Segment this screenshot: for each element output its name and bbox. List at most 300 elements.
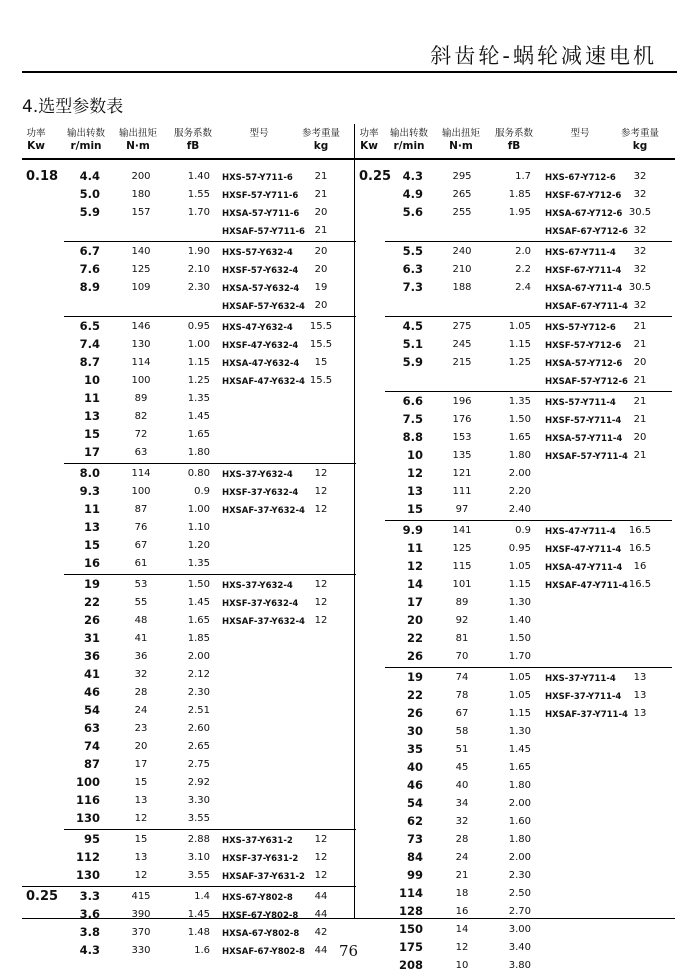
table-group [22,463,358,574]
model-cell: HXSA-57-Y711-4 [545,434,623,444]
service-factor-cell: 1.15 [508,579,531,590]
speed-cell: 8.9 [79,280,100,294]
header-service-factor [168,128,218,152]
torque-cell: 41 [134,633,148,644]
service-factor-cell: 2.00 [508,852,531,863]
table-row [22,594,358,612]
service-factor-cell: 1.48 [187,927,210,938]
table-row [355,594,675,612]
model-cell: HXSF-57-Y711-4 [545,416,622,426]
table-row [22,372,358,390]
service-factor-cell: 2.50 [508,888,531,899]
torque-cell: 15 [134,777,148,788]
service-factor-cell: 0.9 [515,525,531,536]
table-row [355,813,675,831]
service-factor-cell: 1.45 [508,744,531,755]
speed-cell: 84 [406,850,423,864]
speed-cell: 87 [83,757,100,771]
torque-cell: 55 [134,597,148,608]
torque-cell: 180 [131,189,151,200]
table-group [22,316,358,463]
weight-cell: 30.5 [628,207,652,218]
speed-cell: 7.5 [402,412,423,426]
speed-cell: 3.6 [79,907,100,921]
model-cell: HXSAF-67-Y711-4 [545,302,628,312]
service-factor-cell: 2.88 [187,834,210,845]
service-factor-cell: 2.12 [187,669,210,680]
model-cell: HXSF-37-Y632-4 [222,488,299,498]
speed-cell: 13 [83,409,100,423]
table-group [355,391,675,520]
weight-cell: 21 [314,189,328,200]
weight-cell: 21 [633,396,647,407]
table-row [22,426,358,444]
torque-cell: 34 [455,798,469,809]
torque-cell: 13 [134,852,148,863]
torque-cell: 111 [452,486,472,497]
service-factor-cell: 3.40 [508,942,531,953]
service-factor-cell: 1.7 [515,171,531,182]
torque-cell: 12 [134,813,148,824]
model-cell: HXS-57-Y711-4 [545,398,616,408]
model-cell: HXS-57-Y711-6 [222,173,293,183]
speed-cell: 99 [406,868,423,882]
model-cell: HXS-47-Y711-4 [545,527,616,537]
table-row [22,222,358,240]
torque-cell: 176 [452,414,472,425]
speed-cell: 26 [406,706,423,720]
service-factor-cell: 1.35 [187,558,210,569]
model-cell: HXSAF-37-Y632-4 [222,617,305,627]
table-row [355,501,675,519]
table-row [22,408,358,426]
table-row [22,354,358,372]
torque-cell: 245 [452,339,472,350]
service-factor-cell: 2.00 [508,468,531,479]
header-power-unit: Kw [27,140,45,152]
weight-cell: 21 [633,339,647,350]
speed-cell: 16 [83,556,100,570]
torque-cell: 200 [131,171,151,182]
table-row [355,354,675,372]
model-cell: HXSF-67-Y712-6 [545,191,622,201]
speed-cell: 13 [406,484,423,498]
weight-cell: 20 [314,246,328,257]
model-cell: HXSAF-47-Y711-4 [545,581,628,591]
model-cell: HXSA-57-Y711-6 [222,209,300,219]
service-factor-cell: 1.95 [508,207,531,218]
weight-cell: 13 [633,708,647,719]
torque-cell: 23 [134,723,148,734]
header-speed [62,128,110,152]
service-factor-cell: 2.00 [508,798,531,809]
torque-cell: 32 [455,816,469,827]
speed-cell: 130 [75,868,100,882]
torque-cell: 295 [452,171,472,182]
service-factor-cell: 1.85 [187,633,210,644]
torque-cell: 92 [455,615,469,626]
torque-cell: 255 [452,207,472,218]
speed-cell: 5.6 [402,205,423,219]
table-row [355,318,675,336]
header-torque-label: 输出扭矩 [118,128,157,139]
header-model [224,128,294,140]
table-row [355,558,675,576]
speed-cell: 4.5 [402,319,423,333]
table-row [355,576,675,594]
speed-cell: 12 [406,466,423,480]
service-factor-cell: 1.55 [187,189,210,200]
speed-cell: 8.8 [402,430,423,444]
header-speed-unit: r/min [70,140,102,152]
model-cell: HXSF-67-Y802-8 [222,911,299,921]
speed-cell: 15 [83,538,100,552]
table-row [22,537,358,555]
speed-cell: 11 [83,391,100,405]
torque-cell: 215 [452,357,472,368]
service-factor-cell: 2.0 [515,246,531,257]
model-cell: HXSA-67-Y712-6 [545,209,623,219]
torque-cell: 13 [134,795,148,806]
torque-cell: 24 [134,705,148,716]
table-row [355,630,675,648]
speed-cell: 74 [83,739,100,753]
header-power-unit: Kw [360,140,378,152]
table-group [22,160,358,241]
torque-cell: 89 [455,597,469,608]
torque-cell: 188 [452,282,472,293]
service-factor-cell: 1.30 [508,597,531,608]
model-cell: HXSA-57-Y632-4 [222,284,300,294]
speed-cell: 19 [406,670,423,684]
header-power [355,128,383,152]
service-factor-cell: 1.65 [187,615,210,626]
weight-cell: 12 [314,486,328,497]
model-cell: HXSF-57-Y632-4 [222,266,299,276]
service-factor-cell: 1.05 [508,561,531,572]
torque-cell: 114 [131,468,151,479]
weight-cell: 12 [314,468,328,479]
weight-cell: 44 [314,891,328,902]
weight-cell: 20 [314,300,328,311]
speed-cell: 5.0 [79,187,100,201]
table-row [355,831,675,849]
speed-cell: 17 [83,445,100,459]
service-factor-cell: 1.80 [508,780,531,791]
weight-cell: 21 [633,414,647,425]
table-row [355,795,675,813]
service-factor-cell: 1.70 [187,207,210,218]
model-cell: HXSF-37-Y631-2 [222,854,299,864]
speed-cell: 10 [83,373,100,387]
torque-cell: 14 [455,924,469,935]
weight-cell: 15 [314,357,328,368]
torque-cell: 28 [455,834,469,845]
table-row [22,888,358,906]
table-header [22,124,358,160]
weight-cell: 16.5 [628,579,652,590]
weight-cell: 12 [314,852,328,863]
table-row [22,336,358,354]
speed-cell: 35 [406,742,423,756]
speed-cell: 20 [406,613,423,627]
model-cell: HXS-37-Y631-2 [222,836,293,846]
speed-cell: 3.8 [79,925,100,939]
table-row [22,702,358,720]
model-cell: HXSA-67-Y802-8 [222,929,300,939]
model-cell: HXS-37-Y632-4 [222,470,293,480]
service-factor-cell: 2.2 [515,264,531,275]
table-row [22,483,358,501]
weight-cell: 12 [314,597,328,608]
weight-cell: 32 [633,246,647,257]
model-cell: HXSAF-57-Y712-6 [545,377,628,387]
table-row [22,924,358,942]
service-factor-cell: 1.15 [508,708,531,719]
service-factor-cell: 1.70 [508,651,531,662]
table-group [22,241,358,316]
speed-cell: 208 [398,958,423,972]
header-speed-label: 输出转数 [66,128,105,139]
speed-cell: 175 [398,940,423,954]
speed-cell: 9.3 [79,484,100,498]
torque-cell: 67 [455,708,469,719]
table-row [22,612,358,630]
model-cell: HXSAF-47-Y632-4 [222,377,305,387]
speed-cell: 11 [83,502,100,516]
speed-cell: 40 [406,760,423,774]
table-row [22,720,358,738]
table-row [355,279,675,297]
service-factor-cell: 1.05 [508,672,531,683]
weight-cell: 42 [314,927,328,938]
service-factor-cell: 1.60 [508,816,531,827]
torque-cell: 10 [455,960,469,971]
service-factor-cell: 2.65 [187,741,210,752]
table-group [355,667,675,976]
torque-cell: 100 [131,486,151,497]
service-factor-cell: 0.9 [194,486,210,497]
service-factor-cell: 2.60 [187,723,210,734]
torque-cell: 196 [452,396,472,407]
table-row [355,612,675,630]
table-row [355,297,675,315]
header-torque-unit: N·m [449,140,473,152]
table-row [355,186,675,204]
table-row [355,669,675,687]
torque-cell: 82 [134,411,148,422]
torque-cell: 58 [455,726,469,737]
table-row [22,576,358,594]
torque-cell: 265 [452,189,472,200]
service-factor-cell: 3.10 [187,852,210,863]
table-row [355,921,675,939]
service-factor-cell: 1.15 [187,357,210,368]
speed-cell: 6.6 [402,394,423,408]
header-speed-unit: r/min [393,140,425,152]
model-cell: HXSAF-67-Y712-6 [545,227,628,237]
torque-cell: 78 [455,690,469,701]
speed-cell: 63 [83,721,100,735]
header-speed-label: 输出转数 [389,128,428,139]
torque-cell: 390 [131,909,151,920]
weight-cell: 21 [314,171,328,182]
table-row [355,885,675,903]
torque-cell: 81 [455,633,469,644]
table-row [355,168,675,186]
table-row [355,522,675,540]
table-row [355,723,675,741]
speed-cell: 6.3 [402,262,423,276]
table-row [355,465,675,483]
table-row [355,243,675,261]
torque-cell: 45 [455,762,469,773]
page-number: 76 [338,942,359,960]
speed-cell: 100 [75,775,100,789]
service-factor-cell: 1.50 [508,633,531,644]
torque-cell: 76 [134,522,148,533]
torque-cell: 32 [134,669,148,680]
torque-cell: 74 [455,672,469,683]
service-factor-cell: 1.05 [508,690,531,701]
speed-cell: 5.9 [79,205,100,219]
table-row [355,336,675,354]
header-weight-label: 参考重量 [301,128,340,139]
service-factor-cell: 2.30 [187,687,210,698]
speed-cell: 46 [406,778,423,792]
speed-cell: 95 [83,832,100,846]
header-weight [298,128,344,152]
weight-cell: 30.5 [628,282,652,293]
table-group [355,520,675,667]
weight-cell: 20 [633,432,647,443]
service-factor-cell: 1.80 [508,450,531,461]
service-factor-cell: 1.45 [187,597,210,608]
table-header [355,124,675,160]
speed-cell: 22 [83,595,100,609]
table-row [22,501,358,519]
service-factor-cell: 1.30 [508,726,531,737]
speed-cell: 4.9 [402,187,423,201]
model-cell: HXSF-47-Y632-4 [222,341,299,351]
speed-cell: 41 [83,667,100,681]
model-cell: HXSA-57-Y712-6 [545,359,623,369]
table-row [22,204,358,222]
service-factor-cell: 1.35 [187,393,210,404]
table-row [22,186,358,204]
torque-cell: 70 [455,651,469,662]
torque-cell: 125 [131,264,151,275]
torque-cell: 210 [452,264,472,275]
speed-cell: 36 [83,649,100,663]
right-selection-table [354,124,675,972]
table-row [22,555,358,573]
torque-cell: 67 [134,540,148,551]
table-row [355,222,675,240]
service-factor-cell: 2.30 [508,870,531,881]
speed-cell: 31 [83,631,100,645]
table-row [355,372,675,390]
power-value: 0.18 [26,169,59,184]
speed-cell: 128 [398,904,423,918]
torque-cell: 16 [455,906,469,917]
torque-cell: 18 [455,888,469,899]
speed-cell: 150 [398,922,423,936]
speed-cell: 4.3 [402,169,423,183]
service-factor-cell: 1.40 [187,171,210,182]
service-factor-cell: 2.75 [187,759,210,770]
table-row [22,630,358,648]
speed-cell: 5.5 [402,244,423,258]
table-row [355,759,675,777]
weight-cell: 15.5 [309,375,333,386]
weight-cell: 21 [633,375,647,386]
torque-cell: 48 [134,615,148,626]
table-row [22,168,358,186]
speed-cell: 17 [406,595,423,609]
service-factor-cell: 1.00 [187,504,210,515]
speed-cell: 13 [83,520,100,534]
service-factor-cell: 1.65 [187,429,210,440]
torque-cell: 72 [134,429,148,440]
torque-cell: 17 [134,759,148,770]
weight-cell: 12 [314,615,328,626]
weight-cell: 15.5 [309,339,333,350]
header-weight-unit: kg [632,140,648,152]
table-group [355,160,675,241]
torque-cell: 12 [455,942,469,953]
weight-cell: 13 [633,690,647,701]
weight-cell: 20 [633,357,647,368]
speed-cell: 6.5 [79,319,100,333]
weight-cell: 20 [314,207,328,218]
speed-cell: 62 [406,814,423,828]
table-row [355,204,675,222]
model-cell: HXS-67-Y711-4 [545,248,616,258]
header-power-label: 功率 [26,128,46,139]
header-rule [22,71,677,73]
service-factor-cell: 3.80 [508,960,531,971]
service-factor-cell: 1.65 [508,432,531,443]
speed-cell: 5.9 [402,355,423,369]
model-cell: HXS-67-Y802-8 [222,893,293,903]
header-torque-label: 输出扭矩 [441,128,480,139]
service-factor-cell: 3.00 [508,924,531,935]
speed-cell: 5.1 [402,337,423,351]
table-row [355,540,675,558]
table-group [355,316,675,391]
service-factor-cell: 1.65 [508,762,531,773]
service-factor-cell: 2.00 [187,651,210,662]
catalog-header-title: 斜齿轮-蜗轮减速电机 [430,44,657,68]
speed-cell: 9.9 [402,523,423,537]
service-factor-cell: 2.70 [508,906,531,917]
torque-cell: 21 [455,870,469,881]
torque-cell: 28 [134,687,148,698]
model-cell: HXSA-47-Y632-4 [222,359,300,369]
table-row [22,684,358,702]
weight-cell: 21 [633,450,647,461]
torque-cell: 125 [452,543,472,554]
model-cell: HXSAF-57-Y711-6 [222,227,305,237]
service-factor-cell: 2.40 [508,504,531,515]
service-factor-cell: 1.80 [187,447,210,458]
table-row [355,705,675,723]
table-row [22,831,358,849]
weight-cell: 16.5 [628,525,652,536]
table-group [355,241,675,316]
table-row [22,297,358,315]
